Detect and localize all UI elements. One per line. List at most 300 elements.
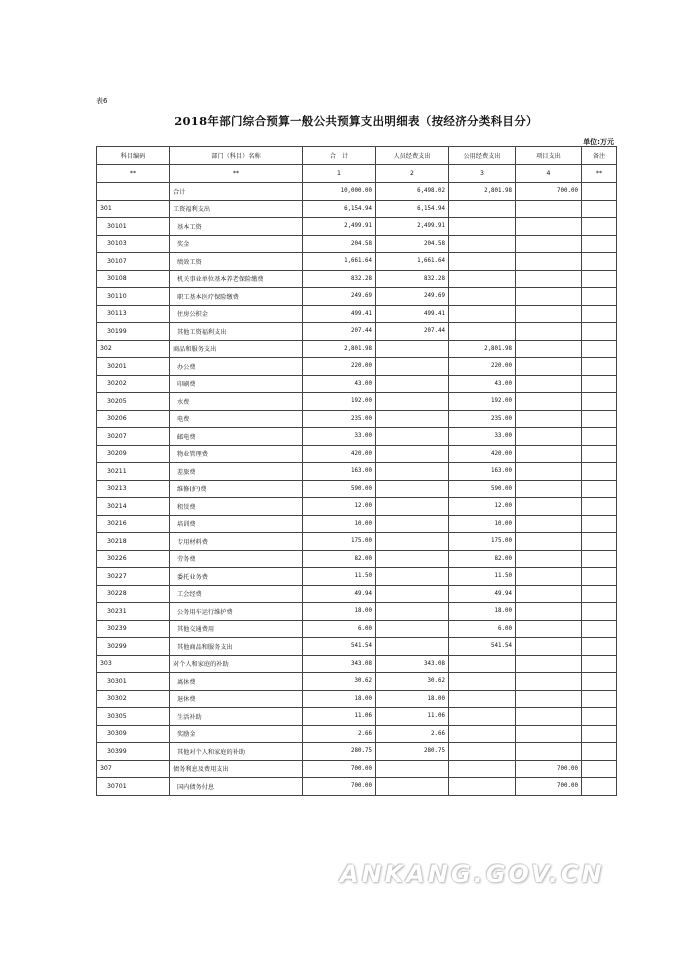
code-cell: 30226	[97, 550, 170, 568]
header-cell-name: 部门（科目）名称	[170, 147, 303, 165]
note-cell	[582, 550, 617, 568]
name-cell: 其他工资福利支出	[170, 323, 303, 341]
note-cell	[582, 183, 617, 201]
project-cell	[516, 358, 582, 376]
public-cell	[449, 760, 516, 778]
project-cell	[516, 708, 582, 726]
personnel-cell	[376, 515, 449, 533]
personnel-cell: 343.08	[376, 655, 449, 673]
project-cell	[516, 410, 582, 428]
public-cell: 33.00	[449, 428, 516, 446]
table-body	[97, 183, 617, 796]
note-cell	[582, 323, 617, 341]
public-cell	[449, 743, 516, 761]
page-title: 2018年部门综合预算一般公共预算支出明细表（按经济分类科目分）	[174, 114, 538, 128]
total-cell: 6,154.94	[303, 200, 376, 218]
table-row	[97, 515, 617, 533]
project-cell	[516, 585, 582, 603]
public-cell	[449, 708, 516, 726]
total-cell: 343.08	[303, 655, 376, 673]
index-cell: **	[582, 165, 617, 183]
public-cell: 11.50	[449, 568, 516, 586]
code-cell: 30101	[97, 218, 170, 236]
name-cell: 离休费	[170, 673, 303, 691]
project-cell	[516, 498, 582, 516]
name-cell: 水费	[170, 393, 303, 411]
public-cell: 6.00	[449, 620, 516, 638]
table-row	[97, 445, 617, 463]
name-cell: 机关事业单位基本养老保险缴费	[170, 270, 303, 288]
code-cell: 30113	[97, 305, 170, 323]
project-cell	[516, 690, 582, 708]
note-cell	[582, 200, 617, 218]
table-row	[97, 498, 617, 516]
public-cell: 220.00	[449, 358, 516, 376]
total-cell: 204.58	[303, 235, 376, 253]
project-cell: 700.00	[516, 778, 582, 796]
code-cell: 30231	[97, 603, 170, 621]
code-cell: 30305	[97, 708, 170, 726]
personnel-cell	[376, 375, 449, 393]
personnel-cell	[376, 533, 449, 551]
personnel-cell	[376, 393, 449, 411]
note-cell	[582, 725, 617, 743]
project-cell	[516, 533, 582, 551]
personnel-cell: 18.00	[376, 690, 449, 708]
name-cell: 国内债务付息	[170, 778, 303, 796]
table-row	[97, 463, 617, 481]
name-cell: 邮电费	[170, 428, 303, 446]
total-cell: 1,661.64	[303, 253, 376, 271]
public-cell: 43.00	[449, 375, 516, 393]
public-cell	[449, 200, 516, 218]
table-row	[97, 708, 617, 726]
code-cell: 30302	[97, 690, 170, 708]
public-cell: 10.00	[449, 515, 516, 533]
public-cell	[449, 270, 516, 288]
personnel-cell	[376, 638, 449, 656]
name-cell: 差旅费	[170, 463, 303, 481]
name-cell: 奖励金	[170, 725, 303, 743]
total-cell: 10,000.00	[303, 183, 376, 201]
code-cell: 30399	[97, 743, 170, 761]
note-cell	[582, 480, 617, 498]
project-cell	[516, 288, 582, 306]
name-cell: 其他对个人和家庭的补助	[170, 743, 303, 761]
name-cell: 对个人和家庭的补助	[170, 655, 303, 673]
name-cell: 职工基本医疗保险缴费	[170, 288, 303, 306]
header-cell-personnel: 人员经费支出	[376, 147, 449, 165]
public-cell	[449, 725, 516, 743]
personnel-cell	[376, 620, 449, 638]
name-cell: 办公费	[170, 358, 303, 376]
personnel-cell: 2.66	[376, 725, 449, 743]
note-cell	[582, 690, 617, 708]
public-cell	[449, 218, 516, 236]
total-cell: 220.00	[303, 358, 376, 376]
total-cell: 175.00	[303, 533, 376, 551]
name-cell: 其他交通费用	[170, 620, 303, 638]
total-cell: 33.00	[303, 428, 376, 446]
project-cell: 700.00	[516, 760, 582, 778]
code-cell: 30239	[97, 620, 170, 638]
code-cell: 30701	[97, 778, 170, 796]
project-cell	[516, 515, 582, 533]
personnel-cell	[376, 480, 449, 498]
public-cell: 49.94	[449, 585, 516, 603]
total-cell: 49.94	[303, 585, 376, 603]
personnel-cell: 204.58	[376, 235, 449, 253]
name-cell: 绩效工资	[170, 253, 303, 271]
table-row	[97, 375, 617, 393]
total-cell: 18.00	[303, 690, 376, 708]
note-cell	[582, 638, 617, 656]
table-row	[97, 428, 617, 446]
header-cell-public: 公用经费支出	[449, 147, 516, 165]
table-row	[97, 568, 617, 586]
code-cell: 30299	[97, 638, 170, 656]
code-cell: 30209	[97, 445, 170, 463]
public-cell	[449, 778, 516, 796]
project-cell	[516, 550, 582, 568]
name-cell: 物业管理费	[170, 445, 303, 463]
code-cell: 30199	[97, 323, 170, 341]
project-cell	[516, 480, 582, 498]
public-cell: 163.00	[449, 463, 516, 481]
project-cell: 700.00	[516, 183, 582, 201]
personnel-cell	[376, 358, 449, 376]
personnel-cell	[376, 498, 449, 516]
table-row	[97, 200, 617, 218]
personnel-cell	[376, 410, 449, 428]
code-cell: 30211	[97, 463, 170, 481]
code-cell: 30301	[97, 673, 170, 691]
index-cell: 1	[303, 165, 376, 183]
personnel-cell	[376, 550, 449, 568]
public-cell: 175.00	[449, 533, 516, 551]
code-cell: 30206	[97, 410, 170, 428]
total-cell: 2,801.98	[303, 340, 376, 358]
code-cell: 30218	[97, 533, 170, 551]
code-cell: 30309	[97, 725, 170, 743]
total-cell: 82.00	[303, 550, 376, 568]
project-cell	[516, 393, 582, 411]
total-cell: 499.41	[303, 305, 376, 323]
header-cell-code: 科目编码	[97, 147, 170, 165]
project-cell	[516, 603, 582, 621]
project-cell	[516, 725, 582, 743]
name-cell: 维修(护)费	[170, 480, 303, 498]
public-cell: 420.00	[449, 445, 516, 463]
project-cell	[516, 568, 582, 586]
name-cell: 委托业务费	[170, 568, 303, 586]
index-cell: 4	[516, 165, 582, 183]
code-cell: 303	[97, 655, 170, 673]
name-cell: 公务用车运行维护费	[170, 603, 303, 621]
name-cell: 工资福利支出	[170, 200, 303, 218]
public-cell: 541.54	[449, 638, 516, 656]
note-cell	[582, 358, 617, 376]
project-cell	[516, 270, 582, 288]
note-cell	[582, 428, 617, 446]
total-cell: 10.00	[303, 515, 376, 533]
note-cell	[582, 218, 617, 236]
total-cell: 700.00	[303, 778, 376, 796]
table-row	[97, 655, 617, 673]
note-cell	[582, 568, 617, 586]
personnel-cell	[376, 585, 449, 603]
personnel-cell	[376, 778, 449, 796]
code-cell: 30110	[97, 288, 170, 306]
name-cell: 专用材料费	[170, 533, 303, 551]
note-cell	[582, 673, 617, 691]
budget-detail-table	[96, 146, 617, 796]
project-cell	[516, 253, 582, 271]
index-cell: **	[170, 165, 303, 183]
public-cell	[449, 305, 516, 323]
table-number: 表6	[96, 97, 108, 105]
code-cell: 307	[97, 760, 170, 778]
note-cell	[582, 743, 617, 761]
note-cell	[582, 305, 617, 323]
total-cell: 2.66	[303, 725, 376, 743]
watermark: ANKANG.GOV.CN	[340, 860, 605, 888]
total-cell: 280.75	[303, 743, 376, 761]
code-cell: 30107	[97, 253, 170, 271]
project-cell	[516, 655, 582, 673]
total-cell: 235.00	[303, 410, 376, 428]
table-row	[97, 393, 617, 411]
table-row	[97, 673, 617, 691]
note-cell	[582, 270, 617, 288]
project-cell	[516, 638, 582, 656]
table-row	[97, 288, 617, 306]
name-cell: 奖金	[170, 235, 303, 253]
name-cell: 基本工资	[170, 218, 303, 236]
table-row	[97, 585, 617, 603]
personnel-cell	[376, 463, 449, 481]
personnel-cell	[376, 760, 449, 778]
note-cell	[582, 375, 617, 393]
public-cell: 2,801.98	[449, 340, 516, 358]
table-row	[97, 410, 617, 428]
personnel-cell: 832.28	[376, 270, 449, 288]
name-cell: 其他商品和服务支出	[170, 638, 303, 656]
code-cell	[97, 183, 170, 201]
note-cell	[582, 708, 617, 726]
note-cell	[582, 603, 617, 621]
public-cell	[449, 253, 516, 271]
total-cell: 192.00	[303, 393, 376, 411]
note-cell	[582, 393, 617, 411]
name-cell: 培训费	[170, 515, 303, 533]
note-cell	[582, 340, 617, 358]
note-cell	[582, 778, 617, 796]
personnel-cell: 6,154.94	[376, 200, 449, 218]
total-cell: 11.50	[303, 568, 376, 586]
note-cell	[582, 655, 617, 673]
project-cell	[516, 463, 582, 481]
note-cell	[582, 288, 617, 306]
code-cell: 30213	[97, 480, 170, 498]
table-row	[97, 760, 617, 778]
personnel-cell: 11.06	[376, 708, 449, 726]
project-cell	[516, 445, 582, 463]
project-cell	[516, 200, 582, 218]
note-cell	[582, 515, 617, 533]
total-cell: 420.00	[303, 445, 376, 463]
table-row	[97, 620, 617, 638]
code-cell: 30202	[97, 375, 170, 393]
personnel-cell: 249.69	[376, 288, 449, 306]
personnel-cell: 6,498.02	[376, 183, 449, 201]
total-cell: 2,499.91	[303, 218, 376, 236]
personnel-cell: 499.41	[376, 305, 449, 323]
total-cell: 700.00	[303, 760, 376, 778]
project-cell	[516, 235, 582, 253]
public-cell: 2,801.98	[449, 183, 516, 201]
code-cell: 30205	[97, 393, 170, 411]
note-cell	[582, 533, 617, 551]
name-cell: 生活补助	[170, 708, 303, 726]
total-cell: 6.00	[303, 620, 376, 638]
table-row	[97, 323, 617, 341]
public-cell: 192.00	[449, 393, 516, 411]
project-cell	[516, 305, 582, 323]
name-cell: 印刷费	[170, 375, 303, 393]
table-row	[97, 183, 617, 201]
code-cell: 30227	[97, 568, 170, 586]
note-cell	[582, 445, 617, 463]
name-cell: 电费	[170, 410, 303, 428]
personnel-cell: 30.62	[376, 673, 449, 691]
code-cell: 30216	[97, 515, 170, 533]
note-cell	[582, 253, 617, 271]
public-cell: 12.00	[449, 498, 516, 516]
total-cell: 11.06	[303, 708, 376, 726]
header-cell-note: 备注	[582, 147, 617, 165]
personnel-cell: 1,661.64	[376, 253, 449, 271]
total-cell: 832.28	[303, 270, 376, 288]
table-row	[97, 550, 617, 568]
personnel-cell	[376, 445, 449, 463]
total-cell: 43.00	[303, 375, 376, 393]
table-row	[97, 305, 617, 323]
name-cell: 合计	[170, 183, 303, 201]
public-cell	[449, 690, 516, 708]
name-cell: 商品和服务支出	[170, 340, 303, 358]
project-cell	[516, 218, 582, 236]
table-row	[97, 690, 617, 708]
public-cell: 82.00	[449, 550, 516, 568]
code-cell: 302	[97, 340, 170, 358]
name-cell: 劳务费	[170, 550, 303, 568]
total-cell: 207.44	[303, 323, 376, 341]
personnel-cell: 280.75	[376, 743, 449, 761]
code-cell: 30214	[97, 498, 170, 516]
project-cell	[516, 340, 582, 358]
public-cell	[449, 288, 516, 306]
unit-label: 单位:万元	[583, 138, 614, 146]
project-cell	[516, 323, 582, 341]
note-cell	[582, 585, 617, 603]
note-cell	[582, 235, 617, 253]
code-cell: 30201	[97, 358, 170, 376]
table-row	[97, 603, 617, 621]
index-row	[97, 165, 617, 183]
public-cell	[449, 323, 516, 341]
personnel-cell	[376, 340, 449, 358]
table-row	[97, 340, 617, 358]
name-cell: 退休费	[170, 690, 303, 708]
table-row	[97, 270, 617, 288]
code-cell: 30103	[97, 235, 170, 253]
table-row	[97, 253, 617, 271]
table-header	[97, 147, 617, 183]
personnel-cell	[376, 568, 449, 586]
table-row	[97, 235, 617, 253]
project-cell	[516, 375, 582, 393]
name-cell: 住房公积金	[170, 305, 303, 323]
total-cell: 163.00	[303, 463, 376, 481]
header-cell-project: 项目支出	[516, 147, 582, 165]
index-cell: **	[97, 165, 170, 183]
table-row	[97, 218, 617, 236]
total-cell: 541.54	[303, 638, 376, 656]
note-cell	[582, 620, 617, 638]
public-cell: 235.00	[449, 410, 516, 428]
code-cell: 30228	[97, 585, 170, 603]
table-row	[97, 533, 617, 551]
public-cell: 18.00	[449, 603, 516, 621]
project-cell	[516, 673, 582, 691]
personnel-cell: 207.44	[376, 323, 449, 341]
index-cell: 3	[449, 165, 516, 183]
note-cell	[582, 410, 617, 428]
header-cell-total: 合 计	[303, 147, 376, 165]
note-cell	[582, 498, 617, 516]
personnel-cell: 2,499.91	[376, 218, 449, 236]
total-cell: 590.00	[303, 480, 376, 498]
public-cell	[449, 673, 516, 691]
table-row	[97, 743, 617, 761]
project-cell	[516, 620, 582, 638]
total-cell: 249.69	[303, 288, 376, 306]
code-cell: 301	[97, 200, 170, 218]
total-cell: 12.00	[303, 498, 376, 516]
note-cell	[582, 760, 617, 778]
table-row	[97, 358, 617, 376]
name-cell: 债务利息及费用支出	[170, 760, 303, 778]
personnel-cell	[376, 603, 449, 621]
code-cell: 30207	[97, 428, 170, 446]
index-cell: 2	[376, 165, 449, 183]
table-row	[97, 638, 617, 656]
project-cell	[516, 743, 582, 761]
note-cell	[582, 463, 617, 481]
table-row	[97, 778, 617, 796]
personnel-cell	[376, 428, 449, 446]
name-cell: 租赁费	[170, 498, 303, 516]
code-cell: 30108	[97, 270, 170, 288]
table-row	[97, 725, 617, 743]
total-cell: 18.00	[303, 603, 376, 621]
name-cell: 工会经费	[170, 585, 303, 603]
total-cell: 30.62	[303, 673, 376, 691]
public-cell	[449, 655, 516, 673]
project-cell	[516, 428, 582, 446]
header-row	[97, 147, 617, 165]
